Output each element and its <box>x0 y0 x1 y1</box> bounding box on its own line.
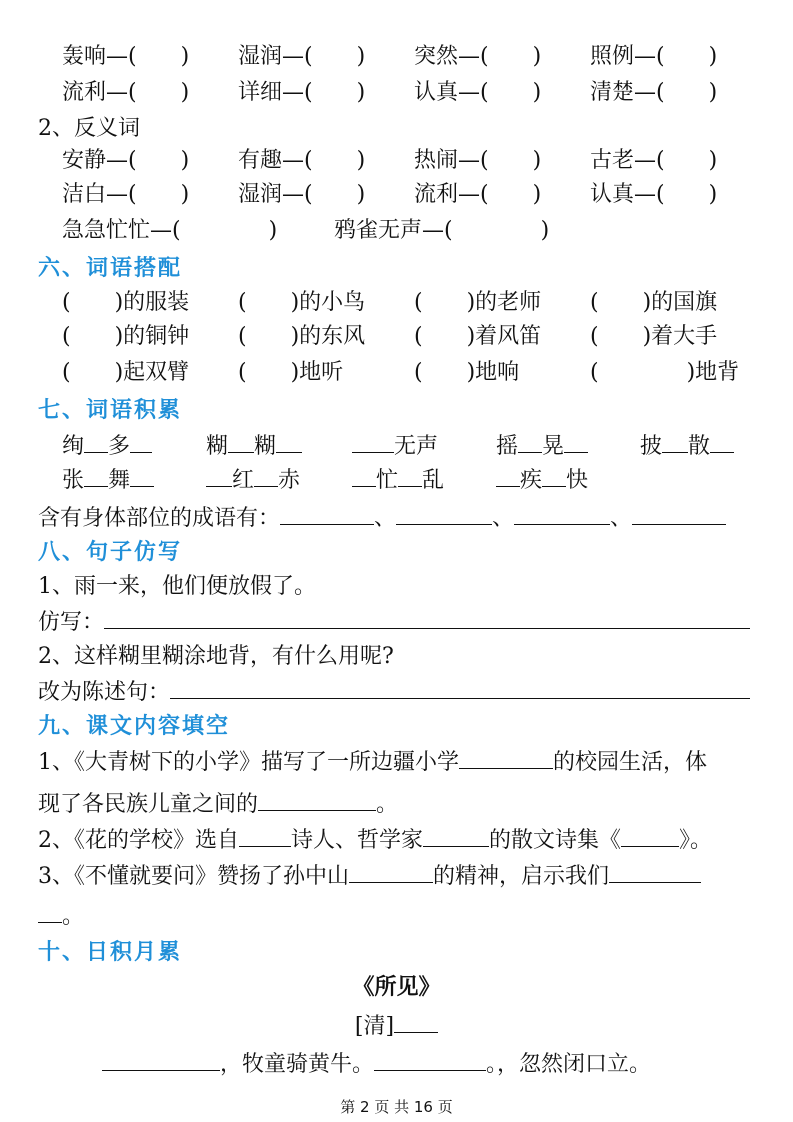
idiom-char: 快 <box>566 468 589 493</box>
section-8-title: 八、句子仿写 <box>38 540 183 565</box>
section-10-title: 十、日积月累 <box>38 940 183 965</box>
imitate-line: 仿写： <box>38 608 750 638</box>
idiom-char: 披 <box>640 434 663 459</box>
syn-item: 流利—( ) <box>62 80 190 105</box>
poem-author-line: [清] <box>0 1012 793 1042</box>
poem-line: ，牧童骑黄牛。 。，忽然闭口立。 <box>102 1050 651 1080</box>
section-9-title: 九、课文内容填空 <box>38 714 231 739</box>
idiom-body-parts-line: 含有身体部位的成语有： 、 、 、 <box>38 504 726 534</box>
idiom-char: 赤 <box>278 468 301 493</box>
ant-item: 洁白—( ) <box>62 182 190 207</box>
ant-item: 认真—( ) <box>590 182 718 207</box>
s6-item: ( )着风笛 <box>414 324 542 349</box>
s6-item: ( )的老师 <box>414 290 542 315</box>
idiom-char: 忙 <box>376 468 399 493</box>
ant-item: 流利—( ) <box>414 182 542 207</box>
ant-item: 古老—( ) <box>590 148 718 173</box>
poem-title: 《所见》 <box>352 974 441 1000</box>
declarative-line: 改为陈述句： <box>38 678 750 708</box>
fill-line-4: 3、《不懂就要问》赞扬了孙中山 的精神，启示我们 <box>38 862 701 892</box>
s6-item: ( )的小鸟 <box>238 290 366 315</box>
fill-line-1: 1、《大青树下的小学》描写了一所边疆小学 的校园生活，体 <box>38 750 708 775</box>
syn-item: 照例—( ) <box>590 44 718 69</box>
idiom-char: 绚 <box>62 434 85 459</box>
idiom-char: 疾 <box>520 468 543 493</box>
ant-item: 安静—( ) <box>62 148 190 173</box>
s6-item: ( )的服装 <box>62 290 190 315</box>
syn-item: 认真—( ) <box>414 80 542 105</box>
idiom-char: 散 <box>688 434 711 459</box>
section-7-title: 七、词语积累 <box>38 398 183 423</box>
fill-line-3: 2、《花的学校》选自 诗人、哲学家 的散文诗集《 》。 <box>38 828 713 853</box>
s6-item: ( )的东风 <box>238 324 366 349</box>
s6-item: ( )起双臂 <box>62 360 190 385</box>
ant-item: 热闹—( ) <box>414 148 542 173</box>
sentence-q2: 2、这样糊里糊涂地背，有什么用呢? <box>38 644 394 669</box>
idiom-chars: 无声 <box>394 434 439 459</box>
idiom-char: 多 <box>108 434 131 459</box>
antonym-extra-2: 鸦雀无声—( ) <box>334 218 550 243</box>
idiom-char: 糊 <box>206 434 229 459</box>
s6-item: ( )的国旗 <box>590 290 718 315</box>
idiom-char: 舞 <box>108 468 131 493</box>
syn-item: 湿润—( ) <box>238 44 366 69</box>
s6-item: ( )地听 <box>238 360 344 385</box>
ant-item: 有趣—( ) <box>238 148 366 173</box>
antonym-extra-1: 急急忙忙—( ) <box>62 218 278 243</box>
antonyms-label: 2、反义词 <box>38 116 140 141</box>
s6-item: ( )着大手 <box>590 324 718 349</box>
idiom-char: 乱 <box>422 468 445 493</box>
s6-item: ( )地响 <box>414 360 520 385</box>
syn-item: 突然—( ) <box>414 44 542 69</box>
ant-item: 湿润—( ) <box>238 182 366 207</box>
idiom-char: 糊 <box>254 434 277 459</box>
idiom-char: 红 <box>232 468 255 493</box>
section-6-title: 六、词语搭配 <box>38 256 183 281</box>
syn-item: 清楚—( ) <box>590 80 718 105</box>
idiom-char: 张 <box>62 468 85 493</box>
s6-item: ( )的铜钟 <box>62 324 190 349</box>
s6-item: ( )地背 <box>590 360 740 385</box>
syn-item: 轰响—( ) <box>62 44 190 69</box>
fill-line-2: 现了各民族儿童之间的 。 <box>38 792 399 817</box>
idiom-char: 摇 <box>496 434 519 459</box>
syn-item: 详细—( ) <box>238 80 366 105</box>
fill-line-5: 。 <box>38 902 84 932</box>
idiom-char: 晃 <box>542 434 565 459</box>
idiom-prompt: 含有身体部位的成语有： <box>38 506 281 531</box>
page-footer: 第 2 页 共 16 页 <box>340 1098 453 1116</box>
sentence-q1: 1、雨一来，他们便放假了。 <box>38 574 316 599</box>
